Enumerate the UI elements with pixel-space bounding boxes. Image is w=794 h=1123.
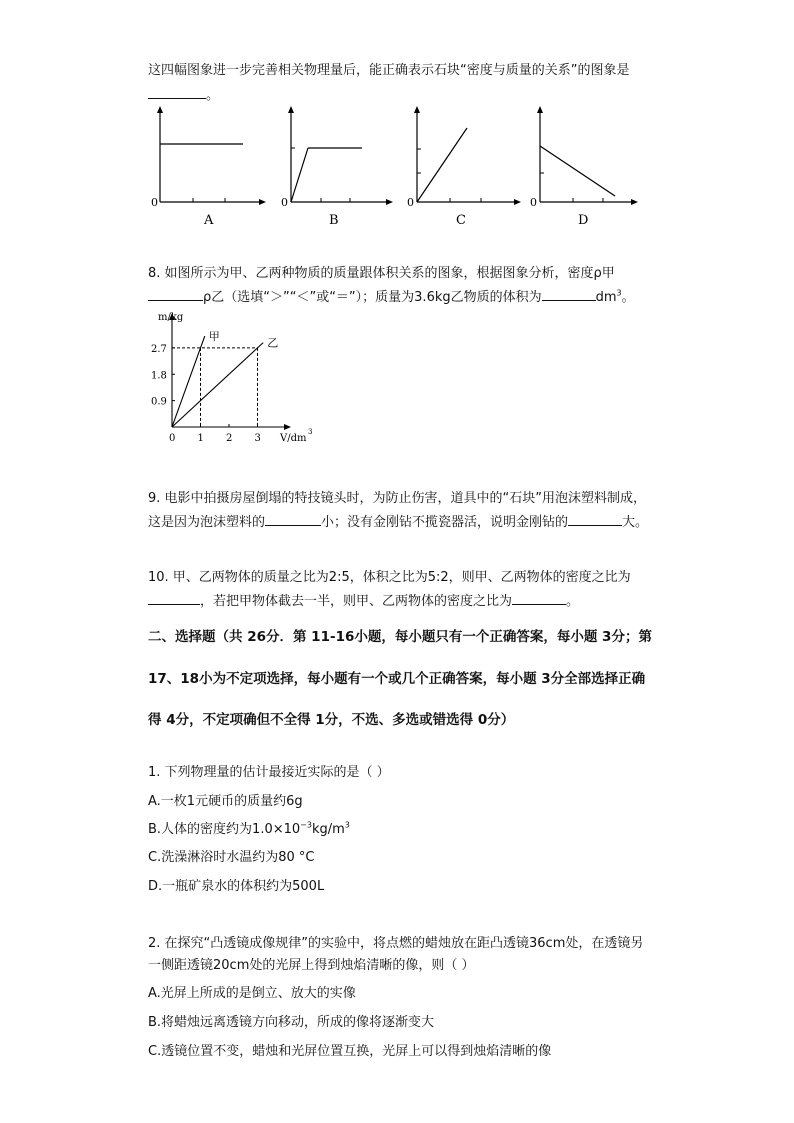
- x-tick-label: 1: [197, 433, 204, 444]
- mc2-stem-1: [148, 935, 643, 953]
- series-line-jia: [172, 336, 205, 427]
- section2-heading-1: 二、选择题（共 26分．第 11-16小题，每小题只有一个正确答案，每小题 3分；第: [148, 629, 652, 645]
- mc1-option-d[interactable]: [148, 878, 324, 896]
- q9-line1: [148, 490, 646, 508]
- mc1-option-b-unit-exp: 3: [344, 820, 350, 830]
- q8-blank-compare[interactable]: [148, 287, 203, 301]
- x-tick-label: 0: [169, 433, 176, 444]
- q7-graph-A-origin: 0: [151, 196, 158, 209]
- q7-graph-A: [145, 104, 270, 229]
- q9-line2: [148, 512, 648, 532]
- mc1-option-b-exp: −3: [300, 820, 312, 830]
- q7-answer-line: [148, 85, 219, 105]
- y-tick-label: 0.9: [151, 396, 167, 408]
- q8-question: 8. 如图所示为甲、乙两种物质的质量跟体积关系的图象，根据图象分析，密度ρ甲: [148, 266, 615, 281]
- q8-unit: dm: [595, 290, 617, 305]
- q10-blank-1[interactable]: [148, 591, 200, 605]
- q7-graph-C: [403, 104, 528, 229]
- q7-graph-C-origin: 0: [407, 196, 414, 209]
- q10-text-a: ，若把甲物体截去一半，则甲、乙两物体的密度之比为: [200, 594, 513, 609]
- q10-text-b: 。: [566, 594, 580, 609]
- q10-question: 10. 甲、乙两物体的质量之比为2:5，体积之比为5:2，则甲、乙两物体的密度之比为: [148, 570, 631, 585]
- mc1-question: 1. 下列物理量的估计最接近实际的是（ ）: [148, 765, 390, 780]
- q8-text-2: ρ乙（选填“＞”“＜”或“＝”）；质量为3.6kg乙物质的体积为: [203, 290, 542, 305]
- section2-line2: [148, 670, 645, 688]
- series-label-yi: 乙: [267, 336, 279, 350]
- q9-text-b: 小；没有金刚钻不揽瓷器活，说明金刚钻的: [321, 515, 569, 530]
- mc1-option-c-text: C.洗澡淋浴时水温约为80 °C: [148, 850, 315, 865]
- x-axis-label-sup: 3: [308, 428, 313, 436]
- section2-heading-3: 得 4分，不定项确但不全得 1分，不选、多选或错选得 0分）: [148, 712, 515, 728]
- q9-blank-1[interactable]: [265, 512, 321, 526]
- q7-period: 。: [206, 88, 220, 103]
- y-tick-label: 1.8: [151, 370, 167, 382]
- mc2-option-c[interactable]: [148, 1043, 551, 1061]
- q8-mass-volume-chart: [140, 308, 330, 448]
- mc2-option-a-text: A.光屏上所成的是倒立、放大的实像: [148, 986, 356, 1001]
- mc1-option-b[interactable]: [148, 821, 350, 839]
- q10-line2: [148, 591, 579, 611]
- mc1-option-d-text: D.一瓶矿泉水的体积约为500L: [148, 879, 325, 894]
- section2-line1: [148, 628, 652, 646]
- y-axis-label: m/kg: [158, 312, 184, 323]
- mc1-stem: [148, 764, 390, 782]
- x-tick-label: 2: [226, 433, 233, 444]
- mc2-option-b[interactable]: [148, 1014, 434, 1032]
- series-line-yi: [172, 343, 263, 427]
- q8-unit-sup: 3: [616, 288, 622, 298]
- mc1-option-c[interactable]: [148, 849, 314, 867]
- mc2-option-c-text: C.透镜位置不变，蜡烛和光屏位置互换，光屏上可以得到烛焰清晰的像: [148, 1044, 552, 1059]
- q10-blank-2[interactable]: [512, 591, 566, 605]
- x-tick-label: 3: [254, 433, 261, 444]
- series-label-jia: 甲: [208, 330, 220, 344]
- q7-graph-D-origin: 0: [530, 196, 537, 209]
- q7-text: [148, 62, 629, 80]
- section2-line3: [148, 711, 514, 729]
- q7-answer-blank[interactable]: [148, 85, 206, 99]
- q7-graph-B-label: B: [329, 213, 339, 228]
- q8-line1: [148, 265, 615, 283]
- mc2-question-2: 一侧距透镜20cm处的光屏上得到烛焰清晰的像，则（ ）: [148, 958, 475, 973]
- q7-question: 这四幅图象进一步完善相关物理量后，能正确表示石块“密度与质量的关系”的图象是: [148, 63, 630, 78]
- q8-blank-volume[interactable]: [542, 287, 596, 301]
- q9-text-a: 这是因为泡沫塑料的: [148, 515, 266, 530]
- section2-heading-2: 17、18小为不定项选择，每小题有一个或几个正确答案，每小题 3分全部选择正确: [148, 671, 646, 687]
- q8-line2: [148, 287, 635, 307]
- mc2-option-a[interactable]: [148, 985, 356, 1003]
- q7-graph-A-label: A: [204, 213, 214, 228]
- q9-question: 9. 电影中拍摄房屋倒塌的特技镜头时，为防止伤害，道具中的“石块”用泡沫塑料制成，: [148, 491, 647, 506]
- mc2-question-1: 2. 在探究“凸透镜成像规律”的实验中，将点燃的蜡烛放在距凸透镜36cm处，在透镜另: [148, 936, 644, 951]
- q7-graph-B-origin: 0: [281, 196, 288, 209]
- x-axis-arrow: [284, 424, 291, 430]
- q9-text-c: 大。: [622, 515, 649, 530]
- q7-graph-B: [278, 104, 403, 229]
- q9-blank-2[interactable]: [568, 512, 622, 526]
- mc1-option-a[interactable]: [148, 793, 303, 811]
- y-tick-label: 2.7: [151, 343, 167, 355]
- mc2-stem-2: [148, 957, 475, 975]
- q7-graph-D-label: D: [578, 213, 589, 228]
- mc1-option-a-text: A.一枚1元硬币的质量约6g: [148, 794, 303, 809]
- q8-end: 。: [621, 290, 635, 305]
- mc2-option-b-text: B.将蜡烛远离透镜方向移动，所成的像将逐渐变大: [148, 1015, 435, 1030]
- q10-line1: [148, 569, 631, 587]
- mc1-option-b-unit: kg/m: [311, 822, 345, 837]
- x-axis-label: V/dm: [280, 433, 307, 444]
- q7-graph-C-label: C: [456, 213, 466, 228]
- mc1-option-b-text: B.人体的密度约为1.0×10: [148, 822, 301, 837]
- q7-graph-D: [527, 104, 652, 229]
